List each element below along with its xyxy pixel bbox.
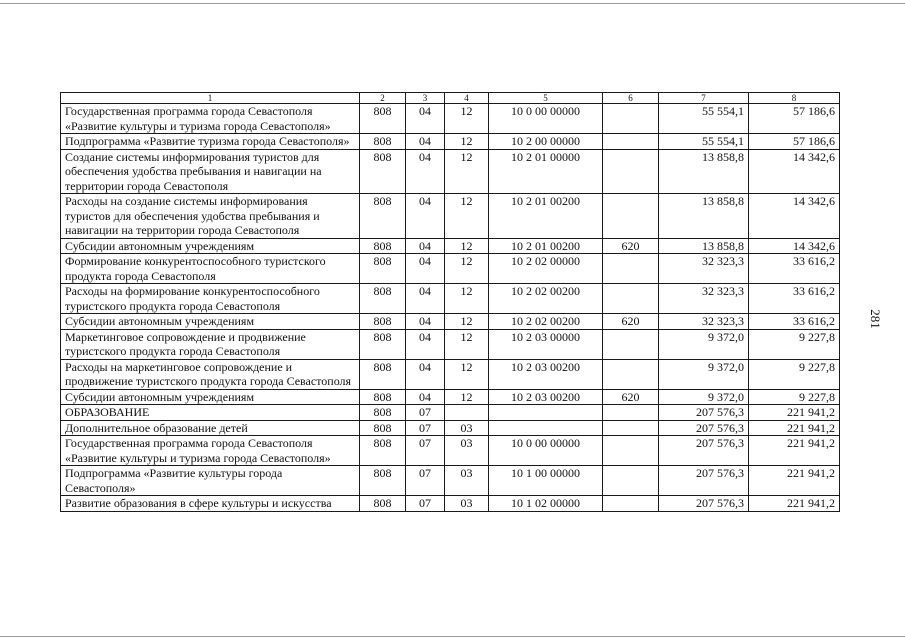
- target-article-code: 10 2 03 00200: [489, 389, 603, 405]
- ministry-code: 808: [360, 284, 406, 314]
- section-code: 04: [406, 329, 445, 359]
- ministry-code: 808: [360, 436, 406, 466]
- table-row: [61, 389, 840, 405]
- budget-item-name: Подпрограмма «Развитие туризма города Севастополя»: [61, 134, 360, 150]
- section-code: 07: [406, 420, 445, 436]
- amount-year-1: 9 372,0: [659, 329, 749, 359]
- subsection-code: 03: [445, 436, 489, 466]
- budget-item-name: Развитие образования в сфере культуры и искусства: [61, 496, 360, 512]
- target-article-code: 10 1 02 00000: [489, 496, 603, 512]
- budget-item-name: Маркетинговое сопровождение и продвижение туристского продукта города Севастополя: [61, 329, 360, 359]
- ministry-code: 808: [360, 254, 406, 284]
- subsection-code: 03: [445, 496, 489, 512]
- section-code: 04: [406, 254, 445, 284]
- section-code: 07: [406, 466, 445, 496]
- target-article-code: 10 1 00 00000: [489, 466, 603, 496]
- amount-year-1: 207 576,3: [659, 405, 749, 421]
- subsection-code: 12: [445, 134, 489, 150]
- amount-year-1: 32 323,3: [659, 254, 749, 284]
- section-code: 04: [406, 314, 445, 330]
- ministry-code: 808: [360, 149, 406, 194]
- column-header: 8: [749, 93, 840, 104]
- target-article-code: 10 0 00 00000: [489, 104, 603, 134]
- amount-year-1: 13 858,8: [659, 194, 749, 239]
- amount-year-2: 221 941,2: [749, 405, 840, 421]
- subsection-code: 12: [445, 238, 489, 254]
- section-code: 04: [406, 134, 445, 150]
- section-code: 04: [406, 359, 445, 389]
- table-row: [61, 149, 840, 194]
- subsection-code: 12: [445, 104, 489, 134]
- budget-item-name: Дополнительное образование детей: [61, 420, 360, 436]
- budget-item-name: Расходы на формирование конкурентоспособного туристского продукта города Севастополя: [61, 284, 360, 314]
- table-row: [61, 254, 840, 284]
- amount-year-2: 57 186,6: [749, 134, 840, 150]
- amount-year-1: 9 372,0: [659, 359, 749, 389]
- subsection-code: 12: [445, 359, 489, 389]
- subsection-code: 12: [445, 329, 489, 359]
- budget-item-name: Субсидии автономным учреждениям: [61, 238, 360, 254]
- table-row: [61, 238, 840, 254]
- section-code: 04: [406, 238, 445, 254]
- ministry-code: 808: [360, 496, 406, 512]
- amount-year-1: 55 554,1: [659, 134, 749, 150]
- subsection-code: 12: [445, 149, 489, 194]
- page-bottom-border: [0, 636, 905, 637]
- budget-item-name: Субсидии автономным учреждениям: [61, 314, 360, 330]
- section-code: 04: [406, 194, 445, 239]
- column-header: 7: [659, 93, 749, 104]
- section-code: 07: [406, 436, 445, 466]
- amount-year-2: 221 941,2: [749, 466, 840, 496]
- expense-type-code: [603, 104, 659, 134]
- budget-item-name: Субсидии автономным учреждениям: [61, 389, 360, 405]
- amount-year-2: 221 941,2: [749, 436, 840, 466]
- table-row: [61, 420, 840, 436]
- column-header: 3: [406, 93, 445, 104]
- budget-item-name: Государственная программа города Севастополя «Развитие культуры и туризма города Севастополя»: [61, 436, 360, 466]
- subsection-code: 12: [445, 284, 489, 314]
- target-article-code: 10 2 03 00200: [489, 359, 603, 389]
- column-header: 1: [61, 93, 360, 104]
- amount-year-2: 33 616,2: [749, 314, 840, 330]
- ministry-code: 808: [360, 104, 406, 134]
- table-row: [61, 329, 840, 359]
- subsection-code: [445, 405, 489, 421]
- table-row: [61, 466, 840, 496]
- expense-type-code: [603, 134, 659, 150]
- budget-item-name: Формирование конкурентоспособного туристского продукта города Севастополя: [61, 254, 360, 284]
- budget-item-name: Подпрограмма «Развитие культуры города Севастополя»: [61, 466, 360, 496]
- subsection-code: 12: [445, 389, 489, 405]
- amount-year-1: 55 554,1: [659, 104, 749, 134]
- section-code: 04: [406, 149, 445, 194]
- expense-type-code: 620: [603, 389, 659, 405]
- section-code: 07: [406, 405, 445, 421]
- table-row: [61, 496, 840, 512]
- section-code: 04: [406, 284, 445, 314]
- expense-type-code: [603, 466, 659, 496]
- budget-item-name: Создание системы информирования туристов для обеспечения удобства пребывания и навигации на территории города Севастополя: [61, 149, 360, 194]
- expense-type-code: 620: [603, 238, 659, 254]
- subsection-code: 12: [445, 194, 489, 239]
- table-row: [61, 359, 840, 389]
- target-article-code: [489, 405, 603, 421]
- expense-type-code: [603, 359, 659, 389]
- expense-type-code: [603, 254, 659, 284]
- table-row: [61, 134, 840, 150]
- target-article-code: 10 2 00 00000: [489, 134, 603, 150]
- section-code: 07: [406, 496, 445, 512]
- expense-type-code: [603, 405, 659, 421]
- target-article-code: 10 2 01 00200: [489, 238, 603, 254]
- subsection-code: 03: [445, 420, 489, 436]
- amount-year-2: 221 941,2: [749, 496, 840, 512]
- ministry-code: 808: [360, 389, 406, 405]
- column-header: 2: [360, 93, 406, 104]
- expense-type-code: [603, 284, 659, 314]
- table-row: [61, 284, 840, 314]
- amount-year-1: 32 323,3: [659, 314, 749, 330]
- ministry-code: 808: [360, 329, 406, 359]
- amount-year-2: 33 616,2: [749, 254, 840, 284]
- amount-year-2: 14 342,6: [749, 149, 840, 194]
- ministry-code: 808: [360, 314, 406, 330]
- budget-item-name: ОБРАЗОВАНИЕ: [61, 405, 360, 421]
- ministry-code: 808: [360, 405, 406, 421]
- budget-item-name: Расходы на маркетинговое сопровождение и продвижение туристского продукта города Севастополя: [61, 359, 360, 389]
- amount-year-2: 9 227,8: [749, 329, 840, 359]
- column-number-row: [61, 93, 840, 104]
- budget-item-name: Государственная программа города Севастополя «Развитие культуры и туризма города Севастополя»: [61, 104, 360, 134]
- amount-year-2: 221 941,2: [749, 420, 840, 436]
- amount-year-1: 9 372,0: [659, 389, 749, 405]
- page-number: 281: [868, 309, 883, 329]
- table-row: [61, 314, 840, 330]
- amount-year-1: 207 576,3: [659, 466, 749, 496]
- amount-year-1: 207 576,3: [659, 436, 749, 466]
- subsection-code: 12: [445, 254, 489, 284]
- amount-year-1: 32 323,3: [659, 284, 749, 314]
- page-top-border: [0, 3, 905, 4]
- section-code: 04: [406, 104, 445, 134]
- ministry-code: 808: [360, 420, 406, 436]
- target-article-code: 10 2 03 00000: [489, 329, 603, 359]
- target-article-code: 10 2 02 00000: [489, 254, 603, 284]
- amount-year-1: 13 858,8: [659, 238, 749, 254]
- subsection-code: 12: [445, 314, 489, 330]
- ministry-code: 808: [360, 194, 406, 239]
- table-row: [61, 194, 840, 239]
- budget-table: [60, 92, 840, 512]
- expense-type-code: [603, 420, 659, 436]
- target-article-code: 10 2 02 00200: [489, 284, 603, 314]
- expense-type-code: [603, 329, 659, 359]
- ministry-code: 808: [360, 466, 406, 496]
- ministry-code: 808: [360, 134, 406, 150]
- ministry-code: 808: [360, 238, 406, 254]
- table-row: [61, 104, 840, 134]
- expense-type-code: [603, 194, 659, 239]
- amount-year-2: 33 616,2: [749, 284, 840, 314]
- subsection-code: 03: [445, 466, 489, 496]
- table-row: [61, 436, 840, 466]
- section-code: 04: [406, 389, 445, 405]
- amount-year-2: 14 342,6: [749, 194, 840, 239]
- target-article-code: 10 2 01 00200: [489, 194, 603, 239]
- amount-year-1: 207 576,3: [659, 420, 749, 436]
- column-header: 4: [445, 93, 489, 104]
- column-header: 6: [603, 93, 659, 104]
- budget-item-name: Расходы на создание системы информирования туристов для обеспечения удобства пребывания и навигации на территории города Севастополя: [61, 194, 360, 239]
- target-article-code: 10 2 01 00000: [489, 149, 603, 194]
- target-article-code: [489, 420, 603, 436]
- amount-year-2: 9 227,8: [749, 389, 840, 405]
- target-article-code: 10 2 02 00200: [489, 314, 603, 330]
- expense-type-code: [603, 436, 659, 466]
- amount-year-2: 57 186,6: [749, 104, 840, 134]
- amount-year-1: 207 576,3: [659, 496, 749, 512]
- target-article-code: 10 0 00 00000: [489, 436, 603, 466]
- column-header: 5: [489, 93, 603, 104]
- expense-type-code: 620: [603, 314, 659, 330]
- expense-type-code: [603, 496, 659, 512]
- amount-year-2: 9 227,8: [749, 359, 840, 389]
- amount-year-1: 13 858,8: [659, 149, 749, 194]
- amount-year-2: 14 342,6: [749, 238, 840, 254]
- expense-type-code: [603, 149, 659, 194]
- table-row: [61, 405, 840, 421]
- ministry-code: 808: [360, 359, 406, 389]
